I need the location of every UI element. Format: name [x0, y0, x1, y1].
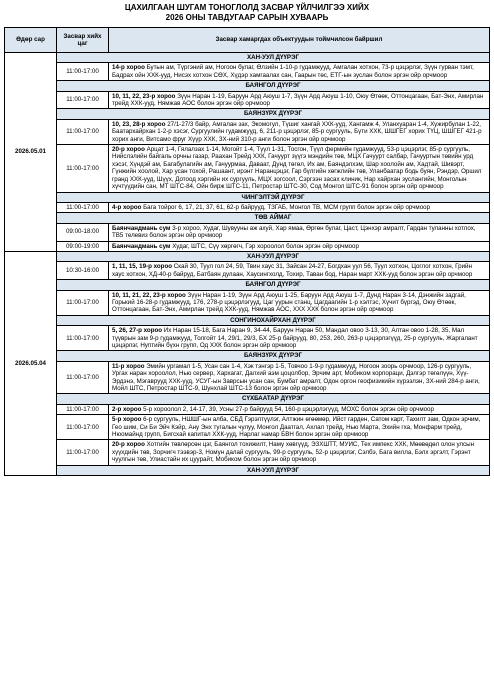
area-label: 14-р хороо: [112, 64, 145, 72]
area-description: Эмийн ургамал 1-5, Усан сан 1-4, Хэк тэнгэр 1-5, Товчоо 1-9-р гудамжууд, Ногоон зоорь орчмоор, 126-р сургууль, Ургах наран хороолол, Нью сервер, Хархагат, Далхий аэм цоцолбор, Эрчим арт, Мобиком корпораци, Дэлгэр төгөлүүн, Хүү-Эрдэнэ, Мэгаврууд ХХК-ууд, УСУГ-ын Заврсын усан сан, Бумбат амралт, Одон оргон геофизикийн хүрээлэн, ЗХ-ний 284-р анги, Мойл ШТС, Петростар ШТС-9, Шунхлай ШТС-13 болон эргэн ойр орчмоор: [112, 362, 480, 393]
location-cell: [109, 202, 490, 212]
table-row: [5, 91, 490, 109]
table-row: [5, 415, 490, 440]
time-cell: 11:00-17:00: [57, 202, 109, 212]
table-row: [5, 119, 490, 144]
section-row: [5, 109, 490, 119]
location-cell: [109, 63, 490, 81]
area-label: 10, 23, 28-р хороо: [112, 120, 166, 128]
table-row: [5, 63, 490, 81]
header-time: Засвар хийх цаг: [57, 28, 109, 53]
area-label: 1, 11, 15, 19-р хороо: [112, 263, 173, 271]
time-cell: 11:00-17:00: [57, 119, 109, 144]
location-cell: [109, 290, 490, 315]
area-description: Хотгийн төвлөрсөн цэг, Баянгол тохижилт, Наму хөвгүүд, ЭЗХШТТ, МУИС, Тех импекс ХХК, Мөөвөдөл олон улсын хүүхдийн төв, Зорчигч тээвэр-3, Номун далай сургууль, 99-р сургууль, 52-р цэцэрлэг, Сэлбэ, Бага вилла, Бэлх эргэлт, Гэрэнт чуулгын төв, Улиастайн их цуурайт, Мобиком болон эргэн ойр орчмоор: [112, 441, 474, 464]
area-label: 4-р хороо: [112, 203, 142, 211]
district-heading: ХАН-УУЛ ДҮҮРЭГ: [57, 465, 490, 475]
district-heading: БАЯНГОЛ ДҮҮРЭГ: [57, 280, 490, 290]
area-description: Бага тойрог 6, 17, 21, 37, 61, 62-р байрууд, ТЗГАБ, Монгол ТВ, МСМ групп болон эргэн ойр орчмоор: [141, 203, 431, 211]
table-row: [5, 145, 490, 192]
location-cell: [109, 119, 490, 144]
location-cell: [109, 223, 490, 241]
location-cell: [109, 262, 490, 280]
table-row: [5, 223, 490, 241]
area-description: Бутын ам, Түргэний ам, Ногоон булаг, Өлзийн 1-10-р гудамжууд, Амгалан хотхон, 73-р цэцэрлэг, Зүүн гурван тэмт, Бадрах ойн ХХК-ууд, Нисэх хотхон СӨХ, Хүдэр хамгаалах сан, Гаарын төс, ЕТГ-ын зуслан болон эргэн ойр орчмоор: [112, 64, 474, 79]
district-heading: ЧИНГЭЛТЭЙ ДҮҮРЭГ: [57, 192, 490, 202]
area-description: 27/1-27/3 байр, Амгалан зах, Экомогул, Түшиг хангай ХХК-ууд, Хангамж 4, Уланхуаран 1-4, Хужирбулан 1-22, Баатархайрхан 1-2-р хэсэг, Сургуулийн гудамжууд, 6, 211-р цэцэрлэг, 85-р сургууль, Бүти ХХК, ШШГЕГ хорих ТҮЦ, ШШГЕГ 421-р хорих анги, Витсамо фруг Хүүр ХХК, ЗХ-ний 310-р анги болон эргэн ойр орчмоор: [112, 120, 482, 143]
table-row: [5, 262, 490, 280]
area-description: 6-р сургууль, НШШГ-ын алба, СБД Гэрэлтүүлэг, Алтжин өгөөмөр, Ийст гарден, Сатом карт, Тахилт зам, Одкон эрчим, Гео шим, Си Би Эйч Кэйр, Ану Энх тугалын чулуу, Монгол Даатгал, Ахлал трейд, Нью Марта, Эхийн гха, Монфарм трейд, Нюомайнд групп, Бигсхай капитал ХХК-ууд, Нарлаг намар БВН болон эргэн ойр орчмоор: [112, 416, 481, 439]
district-heading: ХАН-УУЛ ДҮҮРЭГ: [57, 251, 490, 261]
table-row: [5, 440, 490, 465]
area-label: 10, 11, 21, 22, 23-р хороо: [112, 291, 186, 299]
section-row: [5, 53, 490, 63]
table-row: [5, 326, 490, 351]
area-description: Арцат 1-4, Гялалзах 1-14, Могойт 1-4, Түүл 1-31, Тосгон, Түүл фермийн гудамжууд, 53-р цэцэрлэг, 85-р сургууль, Нийслэлийн байгаль орчны газар, Раахан Трейд ХХК, Гачуурт зүүгэ мэндийн төв, МЦХ Гачуурт салбар, Гачууртын төвийн урд хэсэг, Хүндэй ам, Багабулагийн ам, Гачуурмаа, Даваат, Дунд төгөл, Их ам, Баяндэлхэм, Шар хоолойн ам, Хадтай, Шивэрт, Гүнжийн хоолой, Хар усан тохой, Рашаант, ирэнт Наранцэцэг, Гар бүлгийн хөгжлийн төв, Уланбаатар бодь буян, Рэндэр, Оршил гранд ХХК-ууд, Шүүх, Дотоод хэргийн их сургууль, МЦХ зогсоол, Сэргээн засах клиник, Нар хайрхан зуслангийн, Монголын хүчтүүдийн сан, МТ ШТС-84, Ойн бирж ШТС-11, Петростар ШТС-30, Сод Монгол ШТС-91 болон эргэн ойр орчмоор: [112, 146, 482, 191]
area-label: 2-р хороо: [112, 405, 142, 413]
area-description: 5-р хороолол 2, 14-17, 39, Усны 27-р байрууд 54, 160-р цэцэрлэгүүд, МОХС болон эргэн ойр орчмоор: [141, 405, 434, 413]
document-title: [0, 0, 494, 23]
location-cell: [109, 326, 490, 351]
header-date: Өдөр сар: [5, 28, 57, 53]
header-location: Засвар хамаргдах объектуудын тоймчилсон байршил: [109, 28, 490, 53]
area-description: Зүүн Наран 1-19, Зүүн Ард Аюуш 1-25, Баруун Ард Аюуш 1-7, Дунд Наран 3-14, Дэнжийн задгай, Горький 16-28-р гудамжууд, 176, 278-р цэцэрлэгууд, Цаг уурын станц, Цагдаагийн 1-р хэлтэс, Хүчит бүргэд, Оюу Өтөөк, Оттонцагаан, Бат-Энх, Амирлан трейд ХХК-ууд, Нямжав АОС, ХХХ ХХК болон эргэн ойр орчмоор: [112, 291, 466, 314]
time-cell: 09:00-18:00: [57, 223, 109, 241]
time-cell: 10:30-16:00: [57, 262, 109, 280]
area-description: Худаг, ШТС, Сүү хөргөгч, Гэр хороолол болон эргэн ойр орчмоор: [170, 242, 359, 250]
table-row: [5, 361, 490, 394]
district-heading: ТӨВ АЙМАГ: [57, 213, 490, 223]
table-row: [5, 241, 490, 251]
district-heading: СОНГИНОХАЙРХАН ДҮҮРЭГ: [57, 315, 490, 325]
section-row: [5, 351, 490, 361]
time-cell: 11:00-17:00: [57, 63, 109, 81]
area-description: Их Наран 15-18, Бага Наран 9, 34-44, Баруун Наран 50, Мандал овоо 3-13, 30, Алтан овоо 1-28, 35, Мал түүврын зам 9-р гудамжууд, Толгойт 14, 29/1, 29/3, БХ 25-р байрууд, 80, 253, 260, 263-р цэцэрлэгүүд, 25-р сургууль, Жаргалант цэцэрлэг, Нуптийн бүхн групп, Од ХХК болон эргэн ойр орчмоор: [112, 327, 478, 349]
area-label: 5-р хороо: [112, 416, 142, 424]
title-line-1: ЦАХИЛГААН ШУГАМ ТОНОГЛОЛД ЗАСВАР ҮЙЛЧИЛГЭЭ ХИЙХ: [124, 3, 370, 12]
area-label: 20-р хороо: [112, 146, 145, 154]
table-body: [5, 53, 490, 476]
section-row: [5, 213, 490, 223]
location-cell: [109, 415, 490, 440]
section-row: [5, 315, 490, 325]
location-cell: [109, 241, 490, 251]
location-cell: [109, 91, 490, 109]
time-cell: 09:00-19:00: [57, 241, 109, 251]
area-label: 11-р хороо: [112, 362, 145, 370]
area-description: Скай 30, Туул гол 24, 59, Твин хаус 31, Зайсан 24-27, Богдхан уул 56, Туул хотхон, Цоглог хотхон, Грийн хаус хотхон, ХД-40-р байруд, Батбаян дулаан, Хаусингхолд, Тохир, Таван бод, Наран март ХХК-ууд болон эргэн ойр орчмоор: [112, 263, 473, 278]
location-cell: [109, 404, 490, 414]
area-description: Зүүн Наран 1-19, Баруун Ард Аюуш 1-7, Зүүн Ард Аюуш 1-10, Оюу Өтөөк, Оттонцагаан, Бат-Энх, Амирлан трейд ХХК-ууд, Нямжав АОС болон эргэн ойр орчмоор: [112, 92, 484, 108]
table-header-row: [5, 28, 490, 53]
section-row: [5, 192, 490, 202]
section-row: [5, 81, 490, 91]
title-line-2: 2026 ОНЫ ТАВДУГААР САРЫН ХУВААРЬ: [165, 13, 329, 22]
area-label: 20-р хороо: [112, 441, 145, 449]
area-label: Баянчандмань сум: [112, 224, 171, 232]
table-row: [5, 202, 490, 212]
time-cell: 11:00-17:00: [57, 404, 109, 414]
schedule-table: [4, 27, 490, 476]
district-heading: БАЯНЗҮРХ ДҮҮРЭГ: [57, 109, 490, 119]
time-cell: 11:00-17:00: [57, 145, 109, 192]
time-cell: 11:00-17:00: [57, 361, 109, 394]
time-cell: 11:00-17:00: [57, 415, 109, 440]
section-row: [5, 465, 490, 475]
date-cell: 2026.05.04: [5, 251, 57, 475]
location-cell: [109, 440, 490, 465]
district-heading: БАЯНГОЛ ДҮҮРЭГ: [57, 81, 490, 91]
time-cell: 11:00-17:00: [57, 290, 109, 315]
table-row: [5, 290, 490, 315]
district-heading: СҮХБААТАР ДҮҮРЭГ: [57, 394, 490, 404]
location-cell: [109, 361, 490, 394]
district-heading: БАЯНЗҮРХ ДҮҮРЭГ: [57, 351, 490, 361]
time-cell: 11:00-17:00: [57, 440, 109, 465]
area-label: 10, 11, 22, 23-р хороо: [112, 92, 176, 100]
area-label: 5, 26, 27-р хороо: [112, 327, 163, 335]
section-row: [5, 251, 490, 261]
section-row: [5, 280, 490, 290]
table-row: [5, 404, 490, 414]
section-row: [5, 394, 490, 404]
date-cell: 2026.05.01: [5, 53, 57, 252]
area-description: 3-р хороо, Худаг, Шувууны аж ахуй, Хар ямаа, Өргөн булаг, Цаст, Цэнхэр амралт, Гардан туланны хотлох, ТВ5 телевиз болон эргэн ойр орчмоор: [112, 224, 476, 240]
area-label: Баянчандмань сум: [112, 242, 171, 250]
time-cell: 11:00-17:00: [57, 326, 109, 351]
district-heading: ХАН-УУЛ ДҮҮРЭГ: [57, 53, 490, 63]
location-cell: [109, 145, 490, 192]
time-cell: 11:00-17:00: [57, 91, 109, 109]
